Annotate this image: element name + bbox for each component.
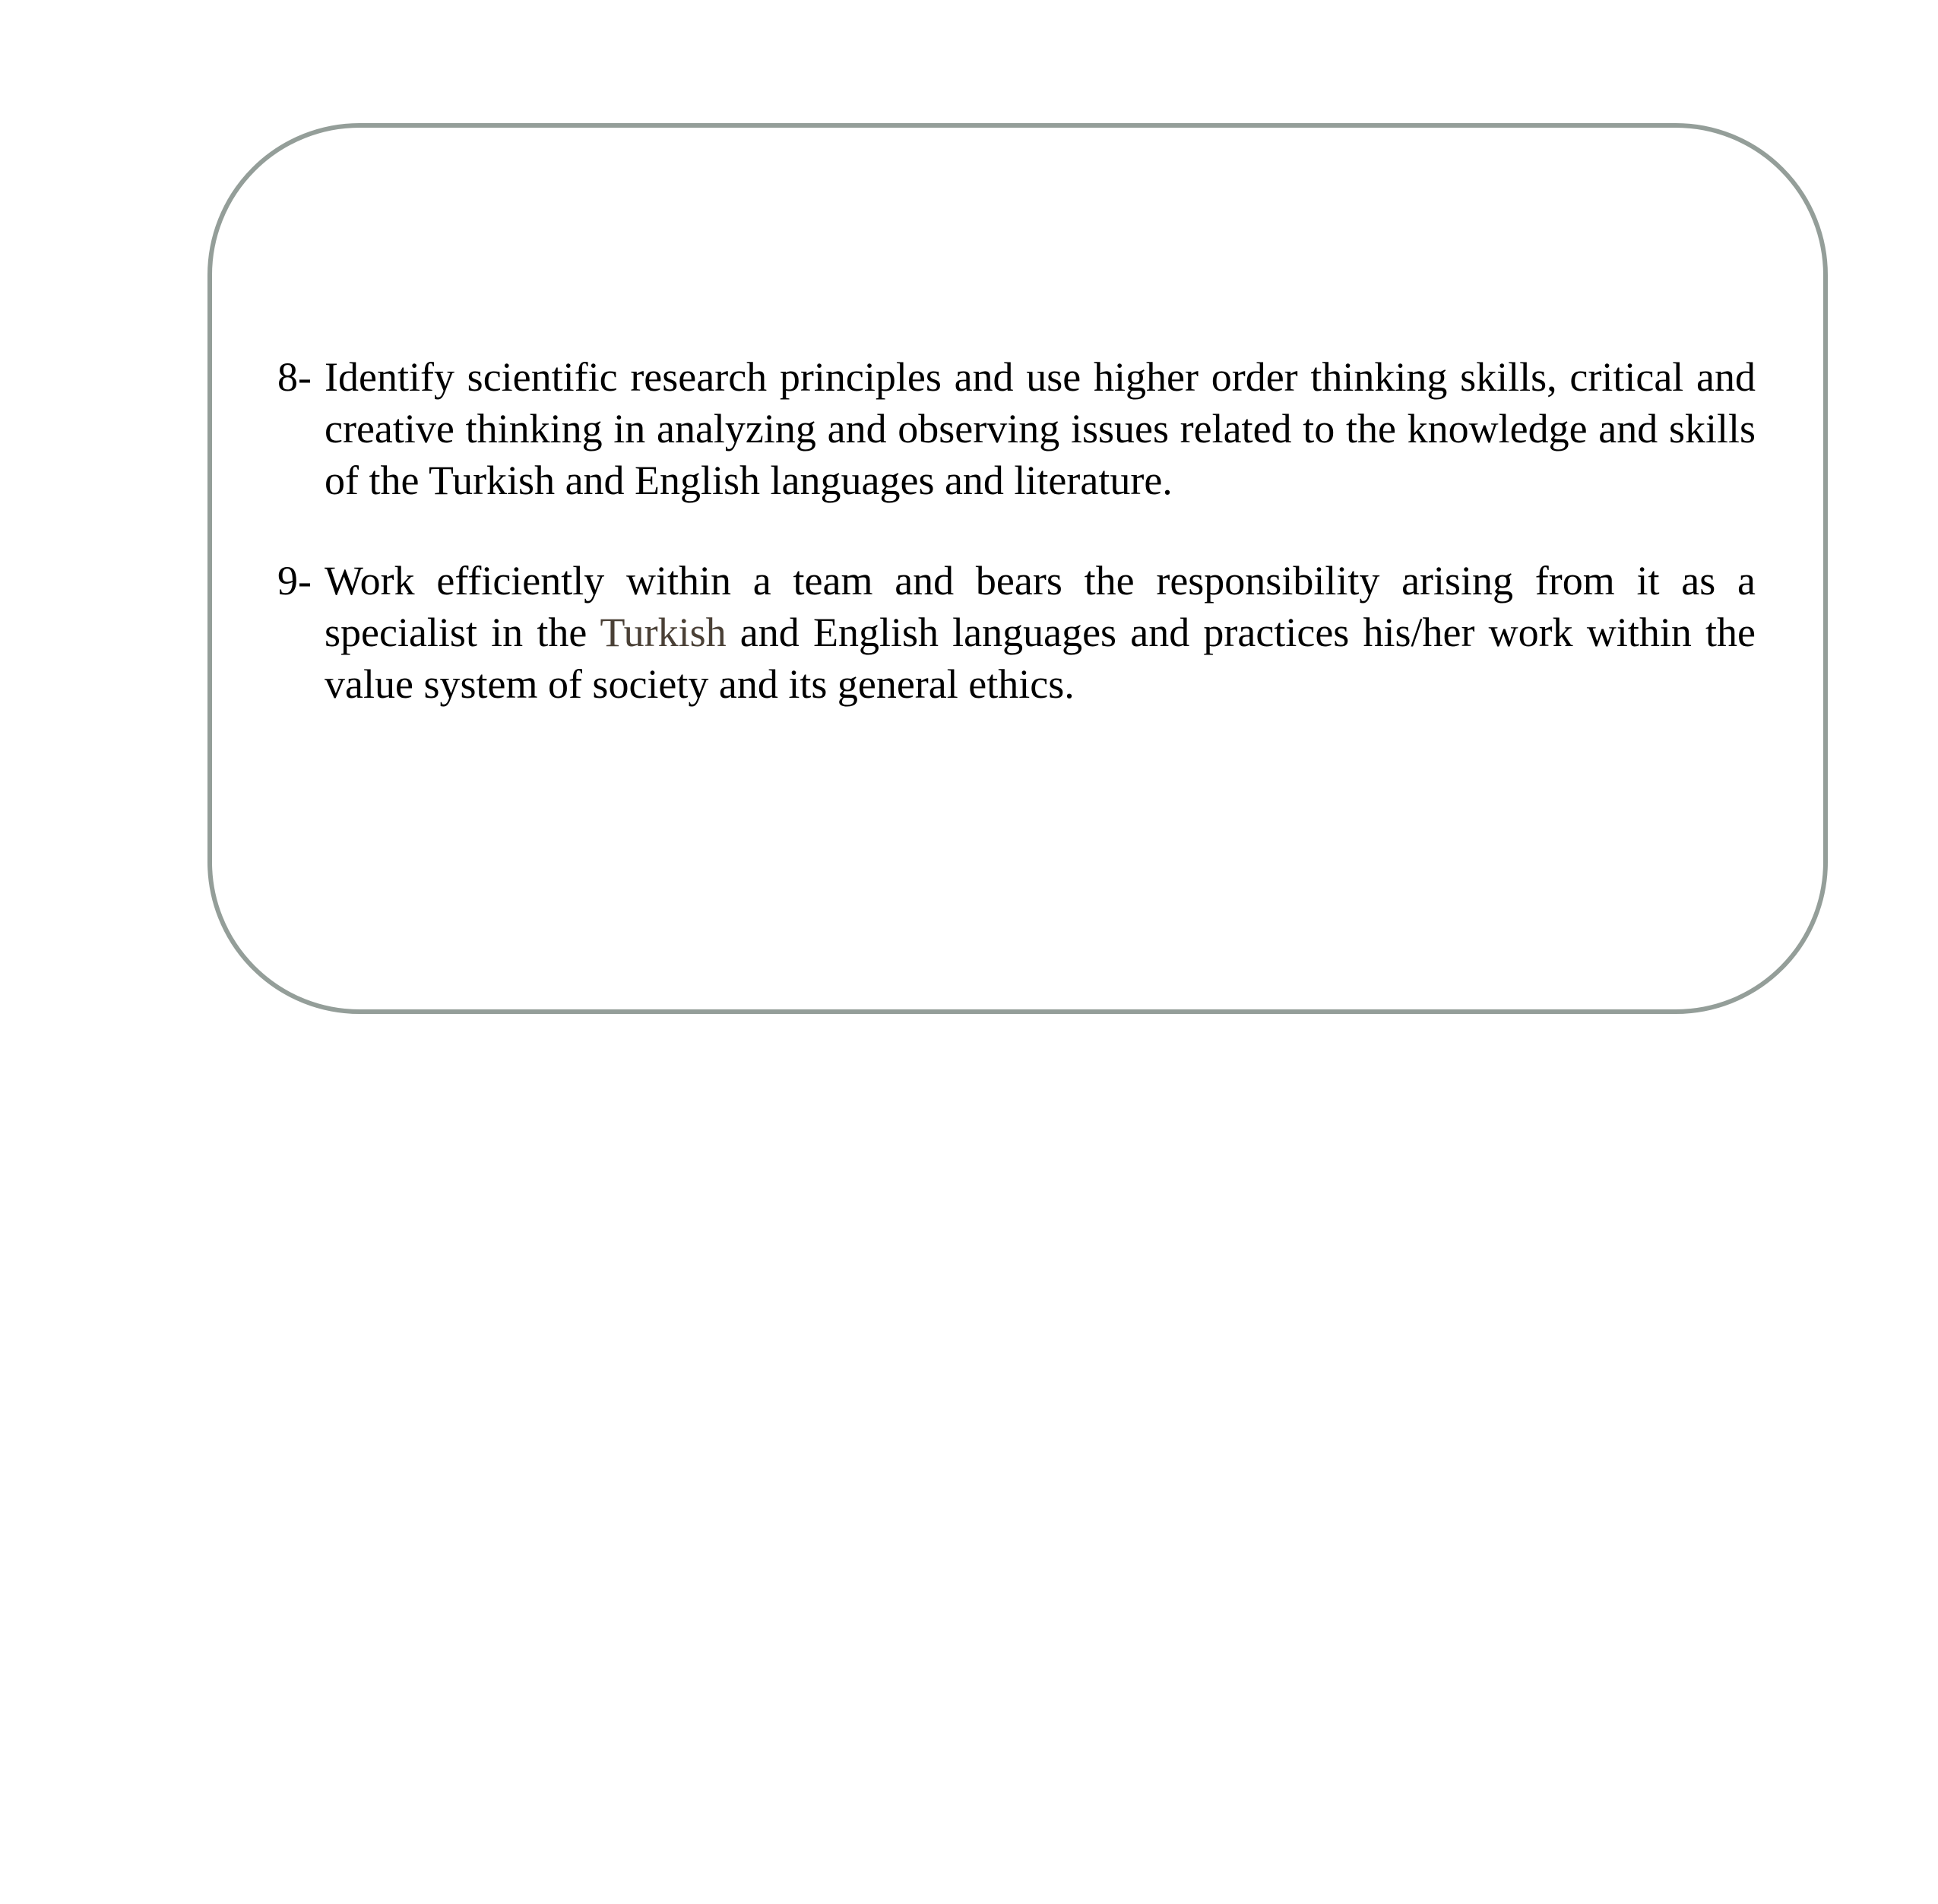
learning-outcomes-list <box>277 351 1756 759</box>
outcome-number: 9- <box>277 558 312 604</box>
outcome-item-9 <box>277 555 1756 710</box>
outcome-highlighted-word: Turkish <box>600 610 727 655</box>
outcome-number: 8- <box>277 354 312 400</box>
outcome-item-8 <box>277 351 1756 506</box>
outcome-text: Identify scientific research principles and use higher order thinking skills, critical and creative thinking in analyzing and observing issues related to the knowledge and skills of the Turkish and English languages and literature. <box>325 354 1756 503</box>
outcome-text-before: Work efficiently within a team and bears the responsibility arising from it as a specialist in the <box>325 558 1756 655</box>
outcome-text <box>325 555 1756 710</box>
outcome-text-after: and English languages and practices his/her work within the value system of society and its general ethics. <box>325 610 1756 707</box>
